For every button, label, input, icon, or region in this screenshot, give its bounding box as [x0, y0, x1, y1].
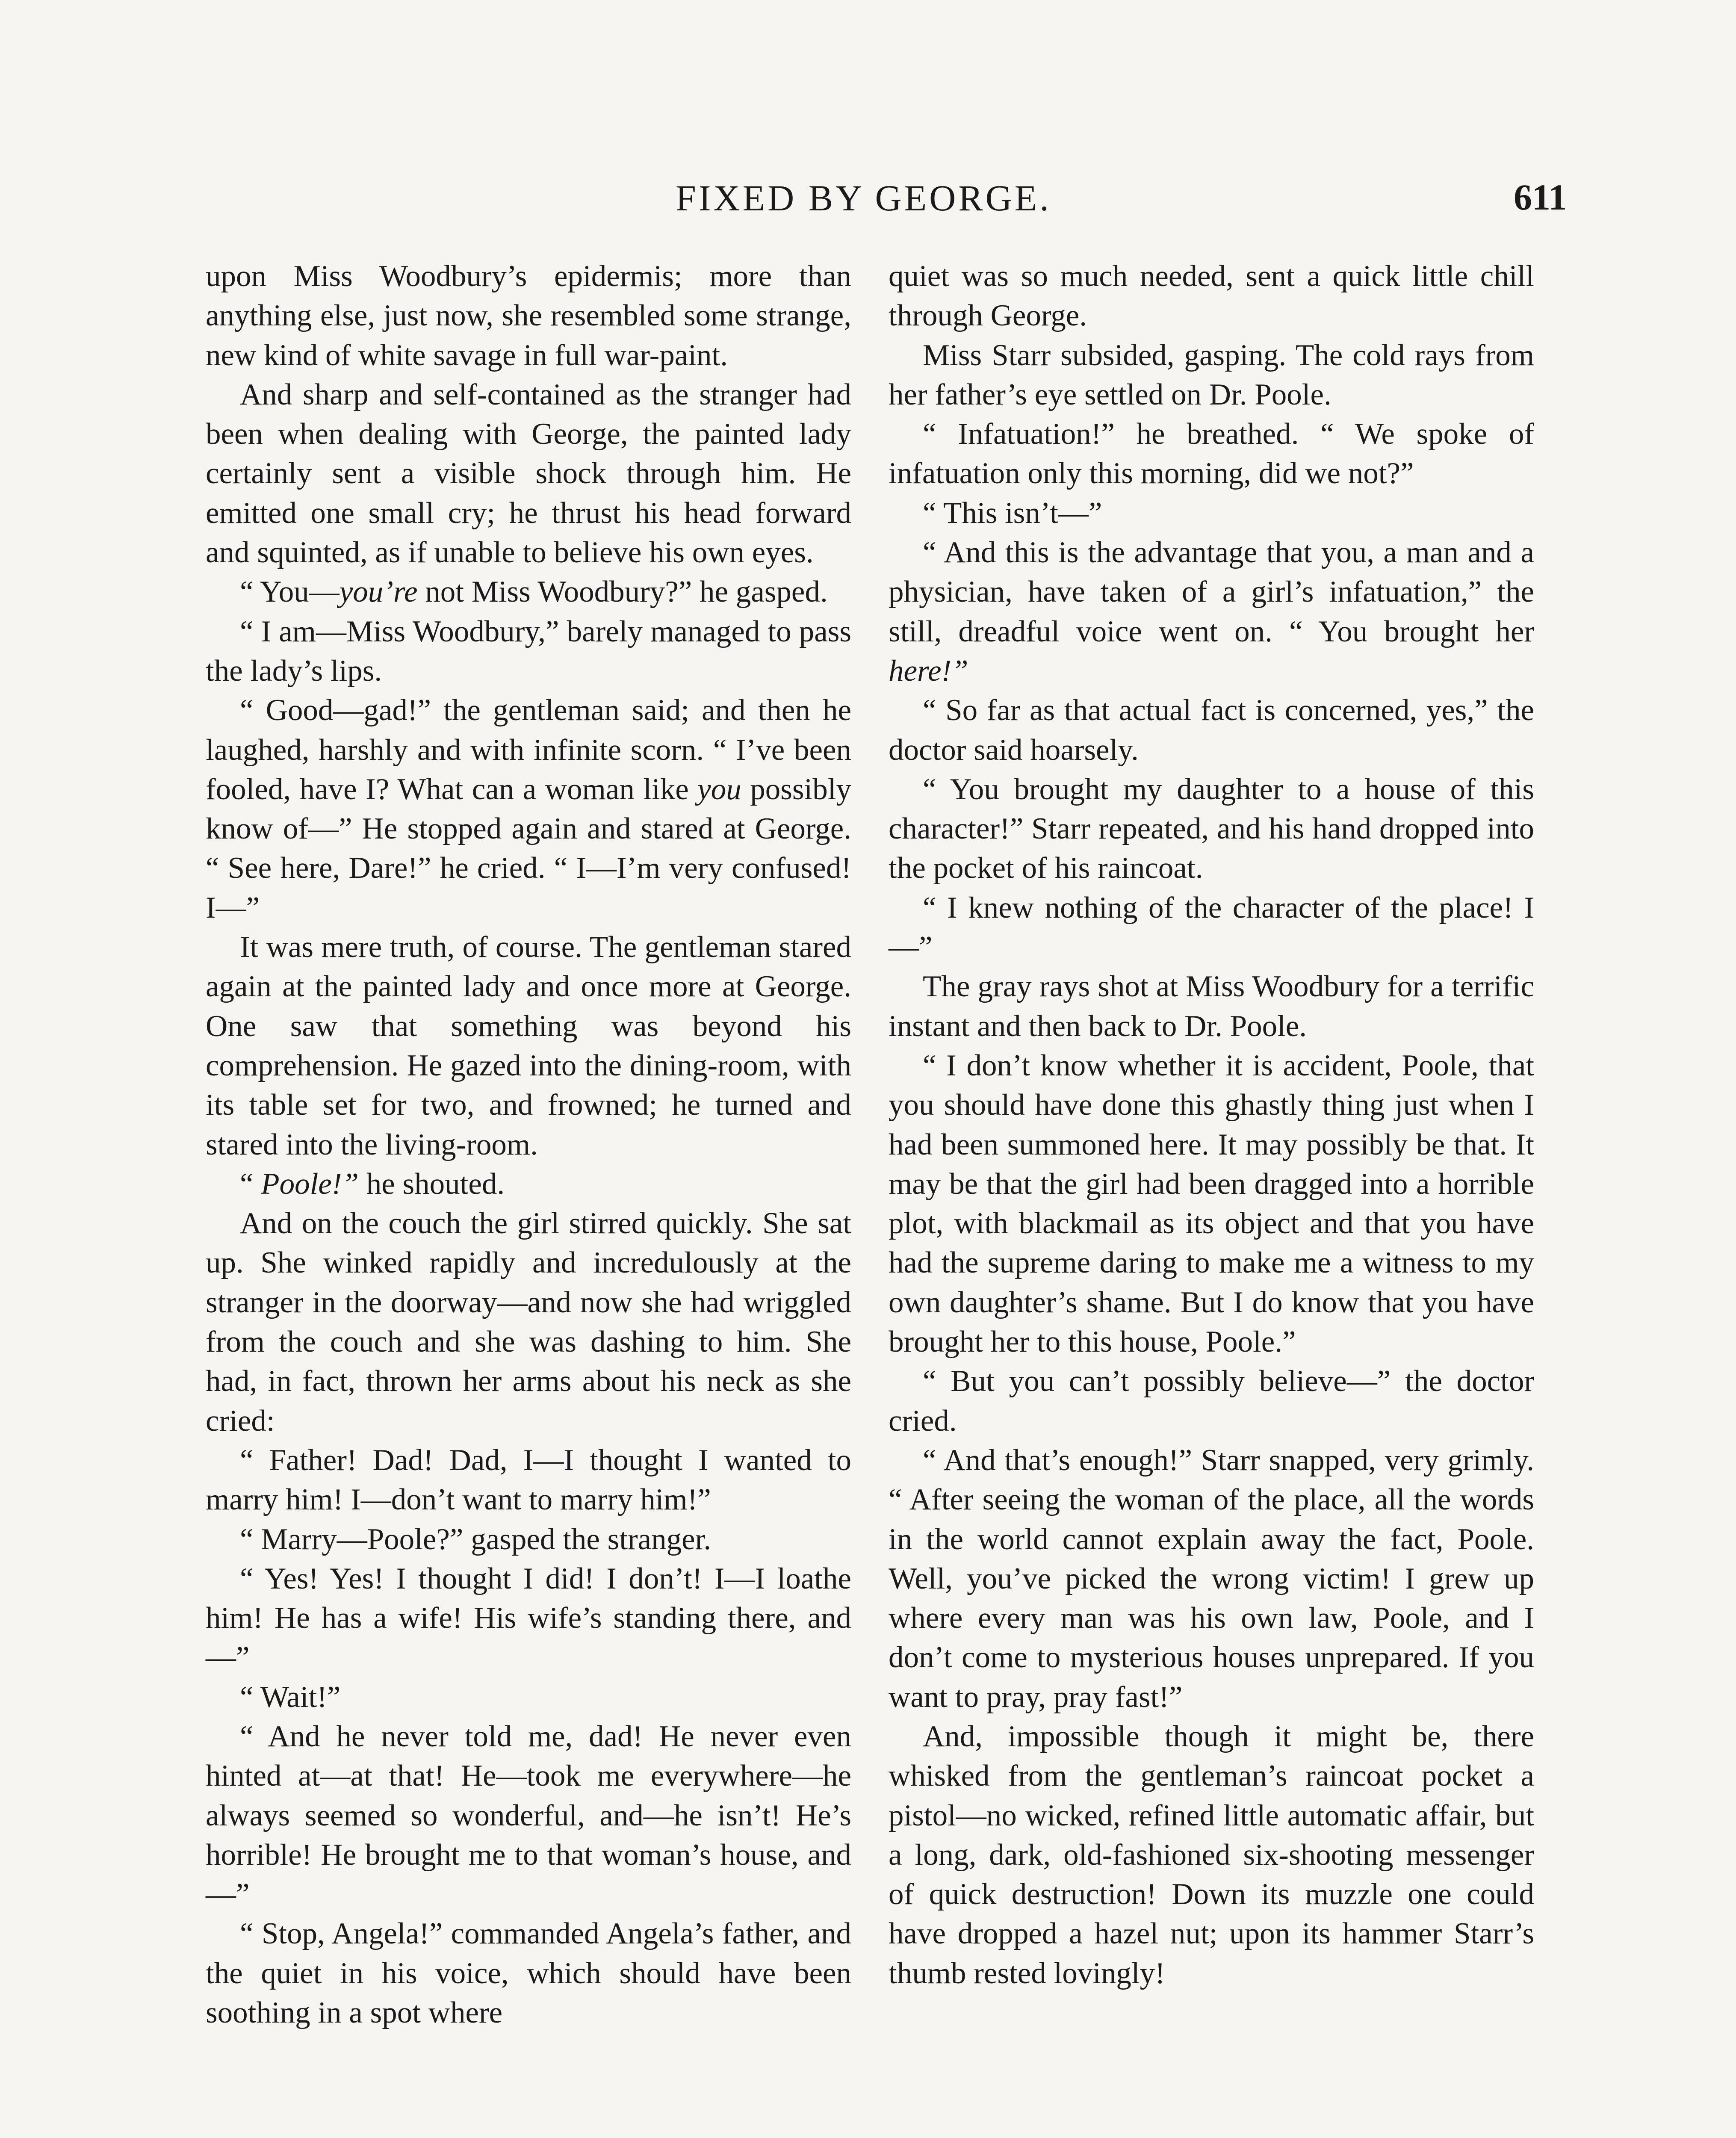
paragraph: “ You brought my daughter to a house of this character!” Starr repeated, and his hand dropped into the pocket of his raincoat. [889, 772, 1534, 885]
right-column [889, 257, 1534, 1993]
paragraph: “ This isn’t—” [923, 496, 1102, 530]
running-title: FIXED BY GEORGE. [676, 177, 1051, 219]
page-number: 611 [1514, 177, 1567, 218]
paragraph: “ But you can’t possibly believe—” the doctor cried. [889, 1364, 1534, 1438]
left-column [206, 257, 851, 2032]
paragraph: And on the couch the girl stirred quickly. She sat up. She winked rapidly and incredulously at the stranger in the doorway—and now she had wriggled from the couch and she was dashing to him. She had, in fact, thrown her arms about his neck as she cried: [206, 1207, 851, 1438]
paragraph: “ So far as that actual fact is concerned, yes,” the doctor said hoarsely. [889, 694, 1534, 767]
paragraph: “ I don’t know whether it is accident, Poole, that you should have done this ghastly thing just when I had been summoned here. It may possibly be that. It may be that the girl had been dragged into a horrible plot, with blackmail as its object and that you have had the supreme daring to make me a witness to my own daughter’s shame. But I do know that you have brought her to this house, Poole.” [889, 1048, 1534, 1359]
paragraph: And sharp and self-contained as the stranger had been when dealing with George, the painted lady certainly sent a visible shock through him. He emitted one small cry; he thrust his head forward and squinted, as if unable to believe his own eyes. [206, 378, 851, 570]
paragraph: upon Miss Woodbury’s epidermis; more than anything else, just now, she resembled some strange, new kind of white savage in full war-paint. [206, 260, 851, 372]
paragraph: “ You—you’re not Miss Woodbury?” he gasped. [240, 575, 828, 609]
paragraph: “ And he never told me, dad! He never even hinted at—at that! He—took me everywhere—he always seemed so wonderful, and—he isn’t! He’s horrible! He brought me to that woman’s house, and—” [206, 1719, 851, 1911]
paragraph: “ Good—gad!” the gentleman said; and then he laughed, harshly and with infinite scorn. “ I’ve been fooled, have I? What can a woman like you possibly know of—” He stopped again and stared at George. “ See here, Dare!” he cried. “ I—I’m very confused! I—” [206, 694, 851, 924]
paragraph: And, impossible though it might be, there whisked from the gentleman’s raincoat pocket a pistol—no wicked, refined little automatic affair, but a long, dark, old-fashioned six-shooting messenger of quick destruction! Down its muzzle one could have dropped a hazel nut; upon its hammer Starr’s thumb rested lovingly! [889, 1719, 1534, 1990]
paragraph: “ Stop, Angela!” commanded Angela’s father, and the quiet in his voice, which should have been soothing in a spot where [206, 1917, 851, 2030]
paragraph: Miss Starr subsided, gasping. The cold rays from her father’s eye settled on Dr. Poole. [889, 338, 1534, 411]
paragraph: “ And this is the advantage that you, a man and a physician, have taken of a girl’s infatuation,” the still, dreadful voice went on. “ You brought her here!” [889, 536, 1534, 688]
paragraph: “ Infatuation!” he breathed. “ We spoke of infatuation only this morning, did we not?” [889, 417, 1534, 490]
paragraph: It was mere truth, of course. The gentleman stared again at the painted lady and once more at George. One saw that something was beyond his comprehension. He gazed into the dining-room, with its table set for two, and frowned; he turned and stared into the living-room. [206, 930, 851, 1161]
paragraph: “ Yes! Yes! I thought I did! I don’t! I—I loathe him! He has a wife! His wife’s standing there, and—” [206, 1562, 851, 1674]
paragraph: “ Poole!” he shouted. [240, 1167, 505, 1201]
paragraph: “ Wait!” [240, 1680, 341, 1714]
paragraph: The gray rays shot at Miss Woodbury for a terrific instant and then back to Dr. Poole. [889, 970, 1534, 1043]
paragraph: “ Father! Dad! Dad, I—I thought I wanted to marry him! I—don’t want to marry him!” [206, 1443, 851, 1517]
paragraph: “ I am—Miss Woodbury,” barely managed to pass the lady’s lips. [206, 614, 851, 688]
paragraph: “ Marry—Poole?” gasped the stranger. [240, 1522, 712, 1556]
paragraph: “ I knew nothing of the character of the place! I—” [889, 891, 1534, 964]
paragraph: quiet was so much needed, sent a quick little chill through George. [889, 260, 1534, 333]
paragraph: “ And that’s enough!” Starr snapped, very grimly. “ After seeing the woman of the place, all the words in the world cannot explain away the fact, Poole. Well, you’ve picked the wrong victim! I grew up where every man was his own law, Poole, and I don’t come to mysterious houses unprepared. If you want to pray, pray fast!” [889, 1443, 1534, 1714]
